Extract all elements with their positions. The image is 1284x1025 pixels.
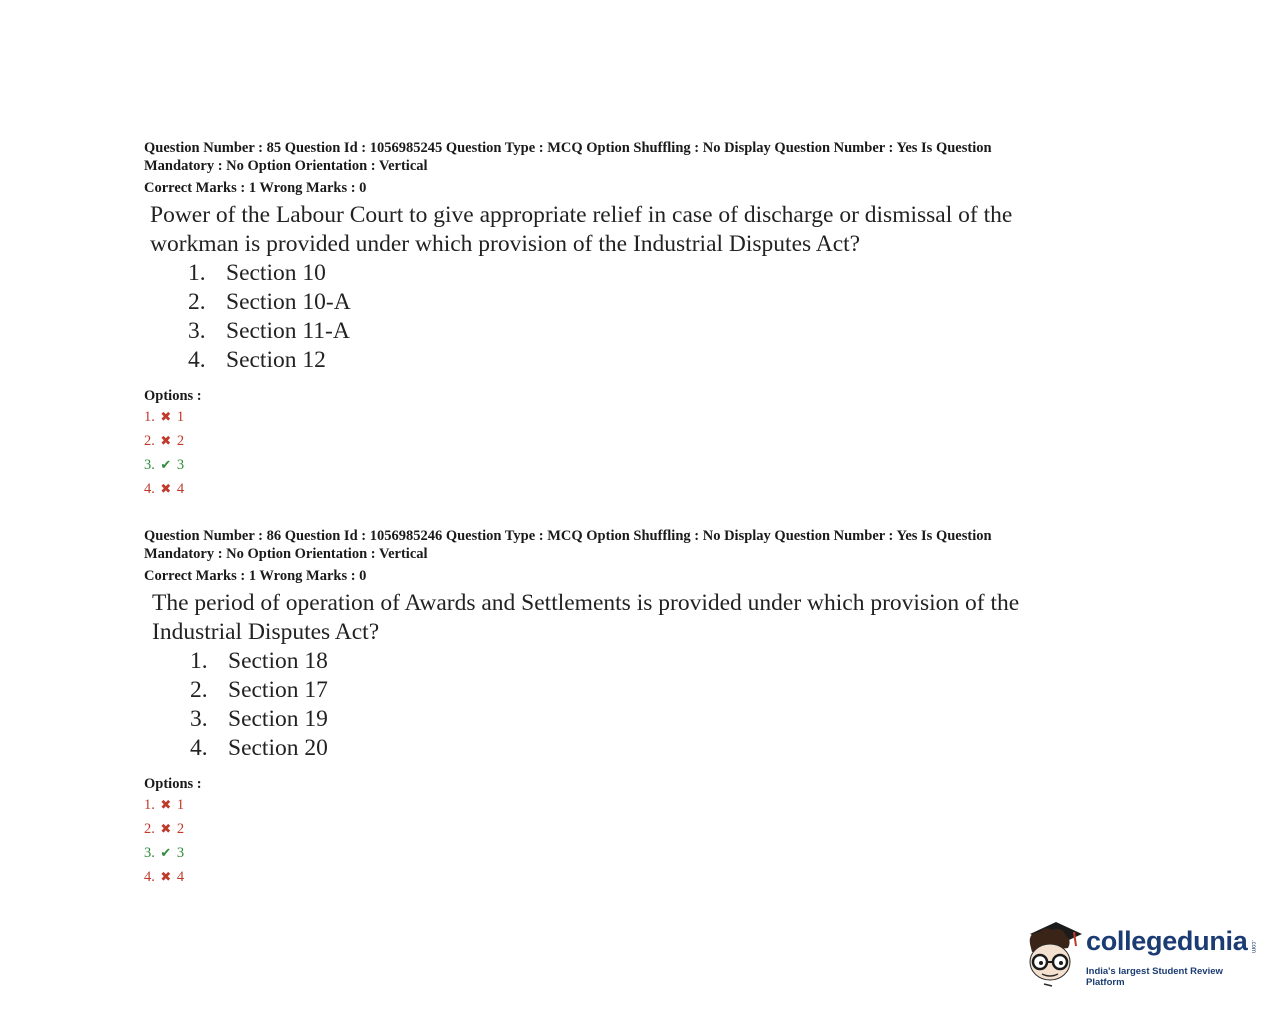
mascot-icon	[1022, 918, 1084, 990]
option-row	[144, 865, 1104, 889]
option-number: 4.	[144, 481, 155, 497]
choice-label: Section 10	[226, 260, 326, 286]
cross-icon: ✖	[160, 869, 172, 884]
logo-tagline: India's largest Student Review Platform	[1086, 966, 1223, 988]
choice-number: 1.	[190, 648, 208, 674]
question-marks: Correct Marks : 1 Wrong Marks : 0	[144, 180, 367, 196]
question-text	[152, 589, 1104, 647]
question-meta	[144, 527, 1104, 563]
question-block-86	[144, 527, 1104, 889]
question-text	[150, 201, 1104, 259]
choice-list	[144, 259, 1104, 375]
choice-label: Section 10-A	[226, 289, 351, 315]
cross-icon: ✖	[160, 797, 172, 812]
choice-list	[144, 647, 1104, 763]
choice-item	[188, 259, 1104, 288]
option-row	[144, 453, 1104, 477]
choice-item	[190, 676, 1104, 705]
option-value: 4	[176, 869, 185, 885]
question-meta-line-2: Mandatory : No Option Orientation : Vertical	[144, 158, 428, 174]
option-value: 1	[176, 409, 185, 425]
choice-number: 2.	[188, 289, 206, 315]
option-number: 3.	[144, 845, 155, 861]
option-value: 3	[176, 845, 185, 861]
question-text-line-2: Industrial Disputes Act?	[152, 619, 380, 645]
option-number: 4.	[144, 869, 155, 885]
option-value: 2	[176, 821, 185, 837]
options-heading: Options :	[144, 388, 202, 404]
options-heading: Options :	[144, 776, 202, 792]
option-number: 1.	[144, 797, 155, 813]
choice-number: 3.	[190, 706, 208, 732]
choice-label: Section 17	[228, 677, 328, 703]
option-value: 1	[176, 797, 185, 813]
cross-icon: ✖	[160, 409, 172, 424]
option-row	[144, 841, 1104, 865]
choice-item	[190, 705, 1104, 734]
choice-number: 1.	[188, 260, 206, 286]
option-value: 2	[176, 433, 185, 449]
question-meta-line-1: Question Number : 85 Question Id : 1056985245 Question Type : MCQ Option Shuffling : No Display Question Number : Yes Is Question	[144, 140, 992, 156]
choice-item	[188, 346, 1104, 375]
question-text-line-2: workman is provided under which provision of the Industrial Disputes Act?	[150, 231, 861, 257]
check-icon: ✔	[160, 845, 172, 860]
logo-suffix: .com	[1250, 940, 1256, 954]
cross-icon: ✖	[160, 821, 172, 836]
option-number: 3.	[144, 457, 155, 473]
collegedunia-logo	[1022, 918, 1262, 990]
question-meta	[144, 139, 1104, 175]
option-value: 3	[176, 457, 185, 473]
question-meta-line-1: Question Number : 86 Question Id : 1056985246 Question Type : MCQ Option Shuffling : No Display Question Number : Yes Is Question	[144, 528, 992, 544]
choice-item	[190, 734, 1104, 763]
choice-item	[188, 317, 1104, 346]
cross-icon: ✖	[160, 481, 172, 496]
option-row	[144, 817, 1104, 841]
question-marks: Correct Marks : 1 Wrong Marks : 0	[144, 568, 367, 584]
question-text-line-1: Power of the Labour Court to give appropriate relief in case of discharge or dismissal of the	[150, 202, 1013, 228]
choice-item	[188, 288, 1104, 317]
question-meta-line-2: Mandatory : No Option Orientation : Vertical	[144, 546, 428, 562]
choice-label: Section 20	[228, 735, 328, 761]
choice-number: 2.	[190, 677, 208, 703]
choice-number: 4.	[190, 735, 208, 761]
option-number: 2.	[144, 433, 155, 449]
choice-label: Section 12	[226, 347, 326, 373]
choice-number: 4.	[188, 347, 206, 373]
option-row	[144, 793, 1104, 817]
logo-wordmark: collegedunia	[1086, 926, 1248, 956]
option-row	[144, 477, 1104, 501]
choice-label: Section 11-A	[226, 318, 350, 344]
question-text-line-1: The period of operation of Awards and Settlements is provided under which provision of the	[152, 590, 1020, 616]
choice-number: 3.	[188, 318, 206, 344]
option-value: 4	[176, 481, 185, 497]
option-row	[144, 429, 1104, 453]
option-row	[144, 405, 1104, 429]
check-icon: ✔	[160, 457, 172, 472]
choice-label: Section 19	[228, 706, 328, 732]
option-number: 2.	[144, 821, 155, 837]
cross-icon: ✖	[160, 433, 172, 448]
option-number: 1.	[144, 409, 155, 425]
choice-item	[190, 647, 1104, 676]
choice-label: Section 18	[228, 648, 328, 674]
question-block-85	[144, 139, 1104, 501]
